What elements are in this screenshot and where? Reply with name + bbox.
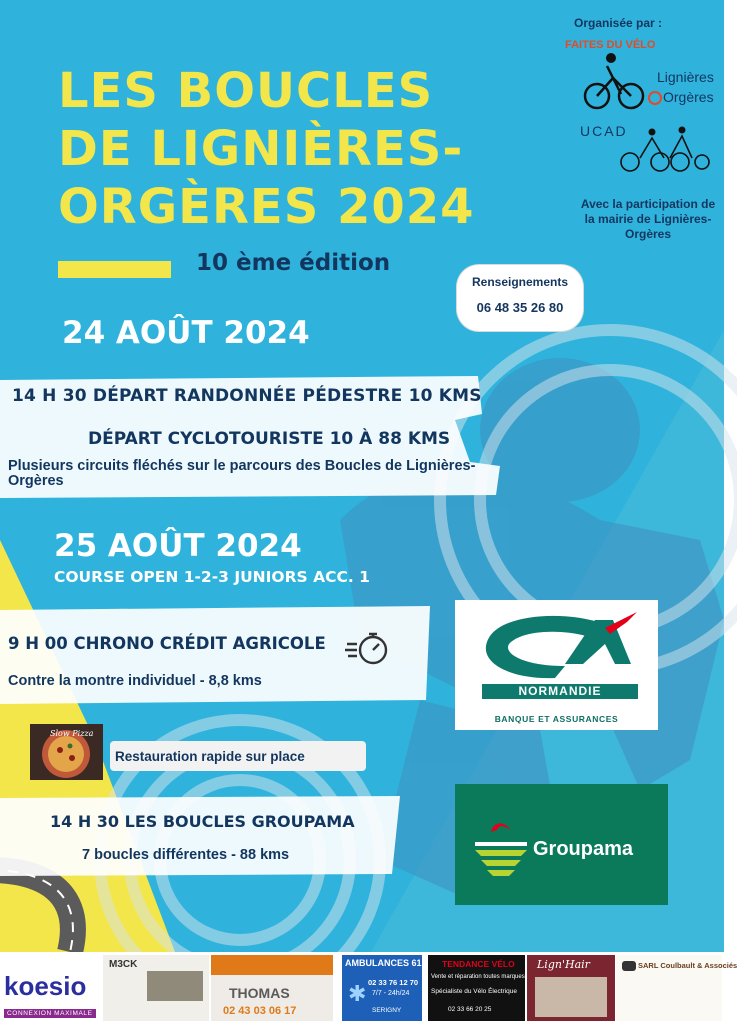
koesio-name: koesio — [4, 971, 87, 1001]
day2-boucles-desc: 7 boucles différentes - 88 kms — [82, 847, 290, 863]
info-phone[interactable]: 06 48 35 26 80 — [476, 300, 564, 315]
ca-mark — [455, 600, 658, 684]
info-bubble — [457, 265, 583, 331]
day2-chrono-desc: Contre la montre individuel - 8,8 kms — [8, 673, 262, 689]
m3ck-name: M3CK — [109, 959, 138, 970]
day1-line-1: 14 H 30 DÉPART RANDONNÉE PÉDESTRE 10 KMS — [12, 386, 482, 406]
lignhair-storefront — [535, 977, 607, 1017]
m3ck-photo — [147, 971, 203, 1001]
credit-agricole-logo — [455, 600, 658, 730]
sponsor-m3ck — [103, 955, 209, 1021]
organizer-label: Organisée par : — [574, 16, 663, 30]
participation-text: Avec la participation de la mairie de Lignières-Orgères — [580, 197, 716, 241]
amb-phone: 02 33 76 12 70 — [368, 978, 419, 987]
star-of-life-icon: ✱ — [348, 981, 367, 1006]
fdv-sub-2: Orgères — [663, 89, 714, 105]
sponsor-ambulances — [342, 955, 422, 1021]
day1-line-3: Plusieurs circuits fléchés sur le parcours des Boucles de Lignières-Orgères — [8, 458, 476, 489]
koesio-tagline: CONNEXION MAXIMALE — [4, 1009, 96, 1018]
cow-icon — [622, 961, 636, 971]
amb-town: SERIGNY — [372, 1007, 402, 1014]
sponsor-koesio — [4, 971, 99, 1017]
restauration-text: Restauration rapide sur place — [115, 749, 305, 764]
sponsor-tendance-velo — [428, 955, 525, 1021]
slow-pizza-logo — [30, 724, 103, 780]
groupama-wordmark: Groupama — [533, 838, 634, 860]
day2-boucles: 14 H 30 LES BOUCLES GROUPAMA — [50, 812, 355, 831]
event-title — [58, 62, 528, 236]
day1-date: 24 AOÛT 2024 — [62, 315, 310, 351]
tendance-phone: 02 33 66 20 25 — [448, 1006, 492, 1013]
pizza-logo-text: Slow Pizza — [50, 729, 94, 738]
info-label: Renseignements — [471, 275, 569, 289]
ucad-logo — [580, 118, 710, 176]
day2-chrono: 9 H 00 CHRONO CRÉDIT AGRICOLE — [8, 634, 326, 653]
faites-du-velo-logo — [563, 36, 715, 112]
yellow-accent-bar — [58, 261, 171, 278]
title-line-2: DE LIGNIÈRES- — [58, 121, 464, 177]
day2-course: COURSE OPEN 1-2-3 JUNIORS ACC. 1 — [54, 568, 370, 586]
tendance-line-2: Spécialiste du Vélo Électrique — [431, 988, 517, 995]
thomas-band — [211, 955, 333, 975]
stopwatch-icon — [345, 628, 393, 668]
day2-date: 25 AOÛT 2024 — [54, 528, 302, 564]
sponsor-thomas — [211, 955, 333, 1021]
title-line-1: LES BOUCLES — [58, 63, 434, 119]
title-line-3: ORGÈRES 2024 — [58, 179, 475, 235]
thomas-name: THOMAS — [229, 985, 290, 1001]
thomas-phone: 02 43 03 06 17 — [223, 1005, 297, 1017]
lignhair-name: Lign'Hair — [537, 958, 590, 971]
amb-hours: 7/7 - 24h/24 — [372, 990, 410, 997]
tendance-name: TENDANCE VÉLO — [442, 959, 515, 969]
ca-region: NORMANDIE — [482, 684, 638, 699]
day1-line-2: DÉPART CYCLOTOURISTE 10 À 88 KMS — [88, 429, 451, 449]
ucad-logo-text: UCAD — [580, 123, 628, 139]
fdv-sub-1: Lignières — [657, 69, 714, 85]
ca-tagline: BANQUE ET ASSURANCES — [494, 714, 619, 724]
fdv-logo-text: FAITES DU VÉLO — [565, 39, 656, 51]
tendance-line: Vente et réparation toutes marques — [431, 974, 525, 980]
sponsor-sarl-coulbault — [616, 955, 737, 1021]
sponsor-lignhair — [527, 955, 615, 1021]
amb-name: AMBULANCES 61 — [345, 958, 422, 968]
sarl-name: SARL Coulbault & Associés — [638, 961, 737, 970]
edition-label: 10 ème édition — [196, 250, 391, 276]
